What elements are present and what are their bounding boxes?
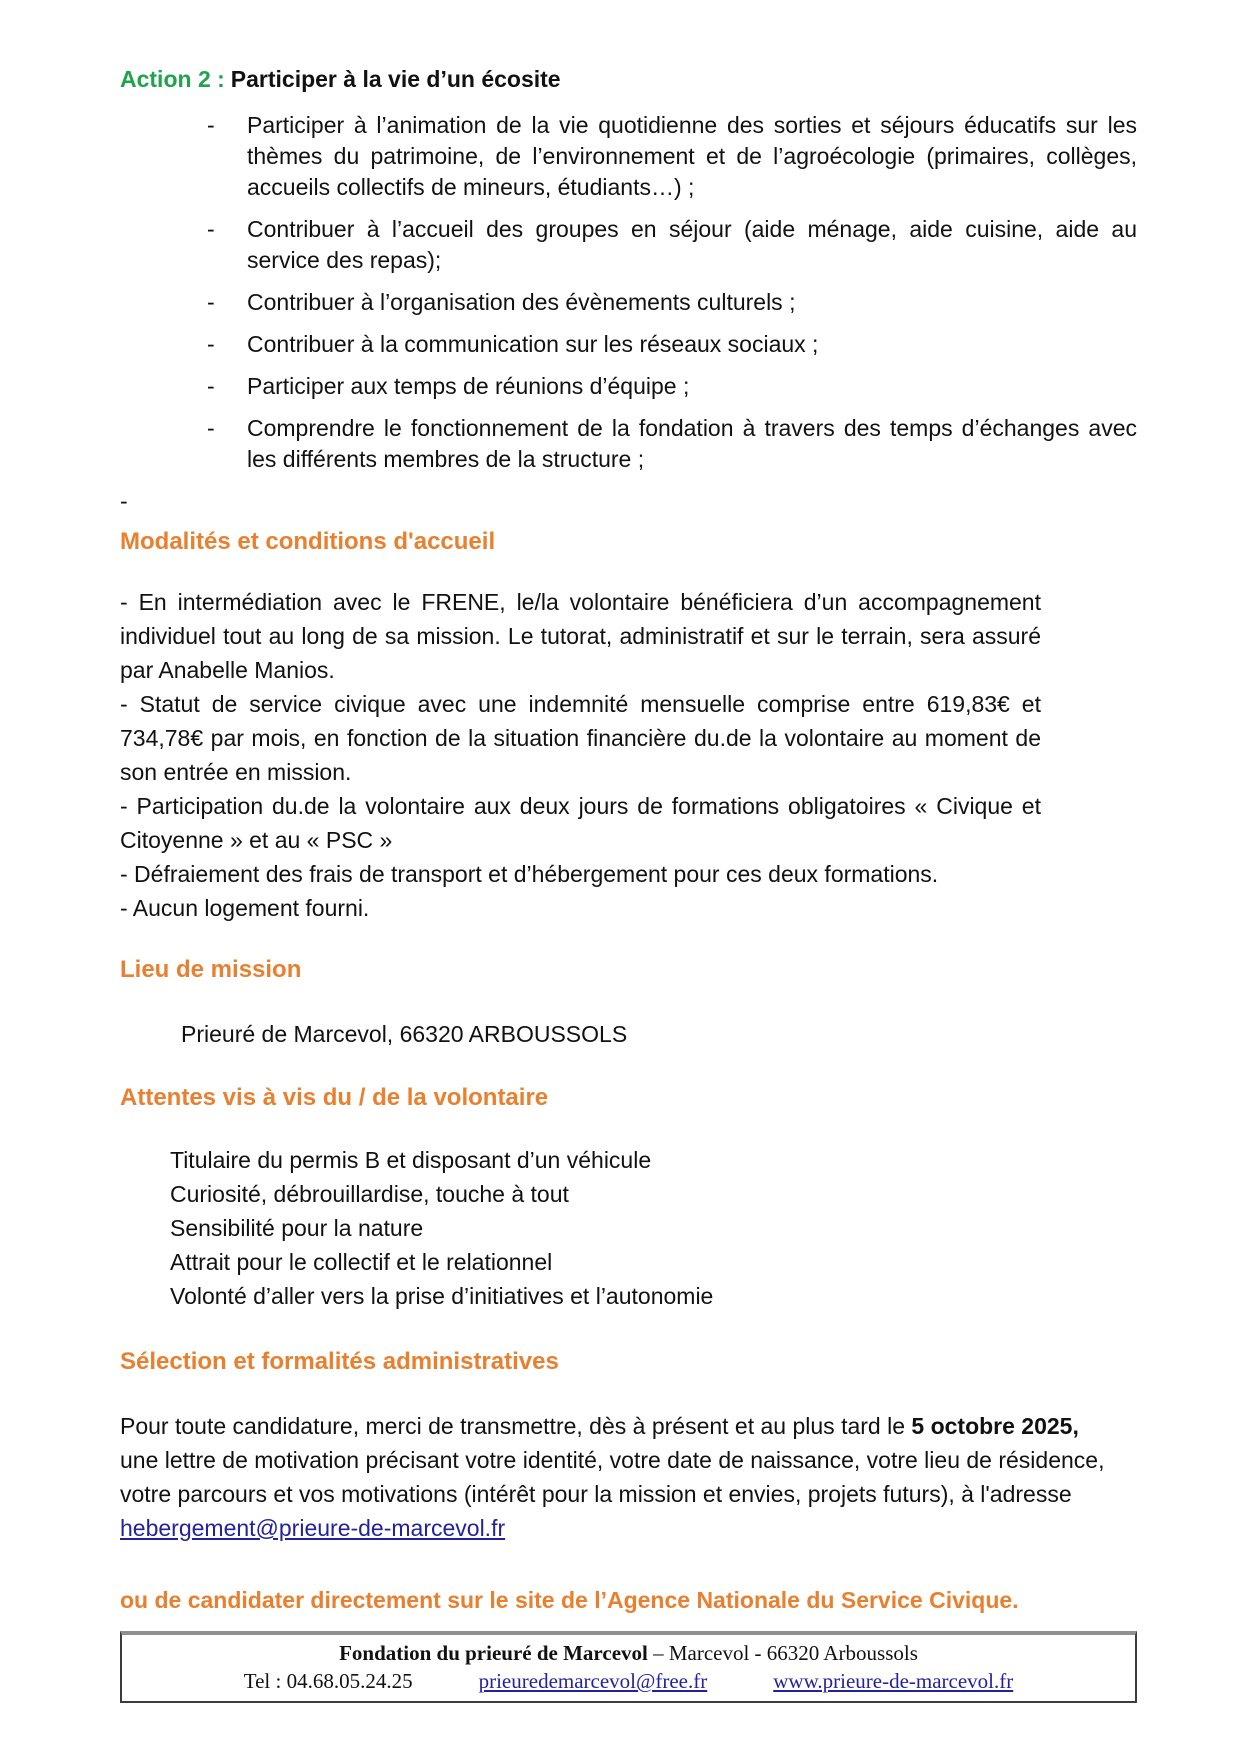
list-item-text: Participer aux temps de réunions d’équipe ; [247,373,690,399]
paragraph: - Aucun logement fourni. [120,895,370,921]
list-item: Attrait pour le collectif et le relationnel [170,1249,553,1275]
footer-phone: Tel : 04.68.05.24.25 [243,1669,413,1693]
footer-org-address: – Marcevol - 66320 Arboussols [647,1641,918,1665]
application-paragraph [120,1409,1137,1545]
expectations-list [120,1143,1137,1313]
page-title [120,64,1137,94]
list-item-text: Comprendre le fonctionnement de la fondation à travers des temps d’échanges avec les différents membres de la structure ; [247,415,1137,472]
document-content [0,64,1241,1703]
section-title-lieu: Lieu de mission [120,956,302,983]
list-item-text: Contribuer à la communication sur les réseaux sociaux ; [247,331,819,357]
application-text: une lettre de motivation précisant votre identité, votre date de naissance, votre lieu de résidence, votre parcours et vos motivations (intérêt pour la mission et envies, projets futurs), à l'adresse [120,1447,1105,1507]
footer-org-line [130,1639,1127,1667]
alternative-application-note: ou de candidater directement sur le site de l’Agence Nationale du Service Civique. [120,1587,1019,1613]
footer-email-link[interactable]: prieuredemarcevol@free.fr [478,1669,708,1693]
bullet-dash: - [207,373,215,399]
section-title-modalites: Modalités et conditions d'accueil [120,528,496,555]
list-item [120,371,1137,402]
list-item [120,413,1137,475]
paragraph: - Défraiement des frais de transport et d’hébergement pour ces deux formations. [120,861,939,887]
mission-task-list [120,110,1137,475]
list-item: Volonté d’aller vers la prise d’initiatives et l’autonomie [170,1283,714,1309]
paragraph: - Statut de service civique avec une indemnité mensuelle comprise entre 619,83€ et 734,78€ par mois, en fonction de la situation financière du.de la volontaire au moment de son entrée en mission. [120,691,1041,785]
list-item [120,329,1137,360]
paragraph: - Participation du.de la volontaire aux deux jours de formations obligatoires « Civique et Citoyenne » et au « PSC » [120,793,1041,853]
list-item: Curiosité, débrouillardise, touche à tout [170,1181,569,1207]
action-title: Participer à la vie d’un écosite [230,66,561,92]
list-item: Titulaire du permis B et disposant d’un véhicule [170,1147,652,1173]
mission-location: Prieuré de Marcevol, 66320 ARBOUSSOLS [181,1021,628,1047]
footer-website-link[interactable]: www.prieure-de-marcevol.fr [773,1669,1014,1693]
application-deadline: 5 octobre 2025, [911,1413,1079,1439]
list-item-text: Participer à l’animation de la vie quotidienne des sorties et séjours éducatifs sur les thèmes du patrimoine, de l’environnement et de l’agroécologie (primaires, collèges, accueils collectifs de mineurs, étudiants…) ; [247,112,1137,200]
list-item: Sensibilité pour la nature [170,1215,424,1241]
paragraph: - En intermédiation avec le FRENE, le/la volontaire bénéficiera d’un accompagnement individuel tout au long de sa mission. Le tutorat, administratif et sur le terrain, sera assuré par Anabelle Manios. [120,589,1041,683]
bullet-dash: - [207,415,215,441]
application-text: Pour toute candidature, merci de transmettre, dès à présent et au plus tard le [120,1413,912,1439]
footer-org-name: Fondation du prieuré de Marcevol [339,1641,648,1665]
bullet-dash: - [207,112,215,138]
stray-dash: - [120,488,128,514]
list-item [120,287,1137,318]
section-title-selection: Sélection et formalités administratives [120,1348,559,1375]
footer [120,1631,1137,1703]
footer-contact-line [130,1667,1127,1695]
list-item-text: Contribuer à l’organisation des évènements culturels ; [247,289,796,315]
list-item [120,110,1137,203]
list-item-text: Contribuer à l’accueil des groupes en séjour (aide ménage, aide cuisine, aide au service des repas); [247,216,1137,273]
bullet-dash: - [207,331,215,357]
bullet-dash: - [207,216,215,242]
email-link[interactable]: hebergement@prieure-de-marcevol.fr [120,1515,506,1541]
modalites-paragraphs [120,585,1137,925]
section-title-attentes: Attentes vis à vis du / de la volontaire [120,1084,549,1111]
action-number-label: Action 2 : [120,66,225,92]
bullet-dash: - [207,289,215,315]
list-item [120,214,1137,276]
